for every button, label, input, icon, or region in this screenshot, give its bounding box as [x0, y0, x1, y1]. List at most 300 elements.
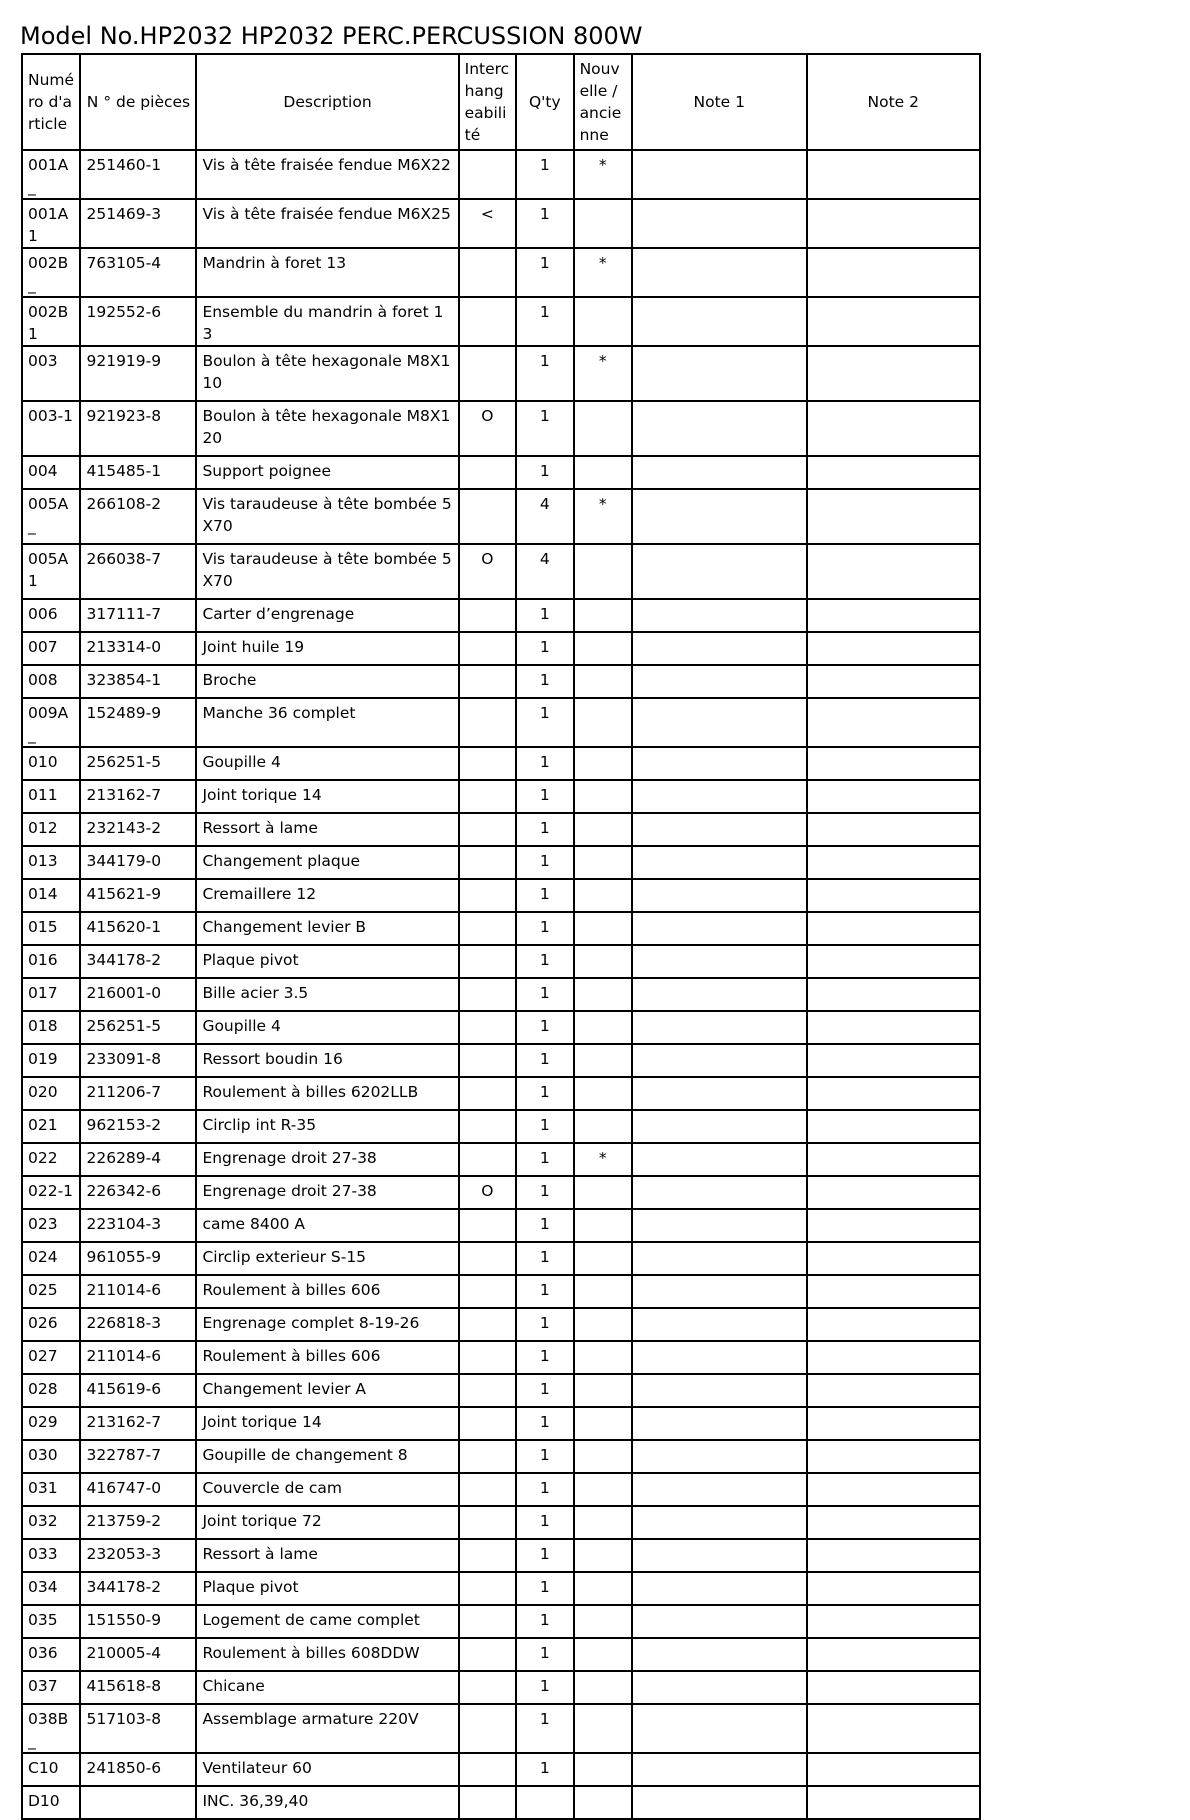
cell-part-no: 213759-2: [80, 1506, 196, 1539]
header-note1: Note 1: [632, 54, 806, 150]
cell-qty: 1: [516, 401, 573, 456]
cell-note2: [807, 1605, 981, 1638]
cell-article-no: 005A1: [22, 544, 80, 599]
cell-note1: [632, 346, 806, 401]
cell-note2: [807, 698, 981, 747]
cell-part-no: 256251-5: [80, 1011, 196, 1044]
cell-note2: [807, 489, 981, 544]
cell-new-old: [574, 1275, 632, 1308]
cell-description: Ventilateur 60: [196, 1753, 458, 1786]
cell-note1: [632, 456, 806, 489]
cell-description: Circlip int R-35: [196, 1110, 458, 1143]
table-row: [22, 1110, 980, 1143]
cell-new-old: [574, 401, 632, 456]
cell-note1: [632, 1473, 806, 1506]
parts-table: [21, 53, 981, 1820]
cell-note1: [632, 1671, 806, 1704]
cell-article-no: 027: [22, 1341, 80, 1374]
cell-qty: 1: [516, 1176, 573, 1209]
cell-qty: 1: [516, 1143, 573, 1176]
cell-qty: 1: [516, 1407, 573, 1440]
cell-interchangeability: O: [459, 401, 516, 456]
table-row: [22, 879, 980, 912]
cell-note2: [807, 1011, 981, 1044]
cell-part-no: 233091-8: [80, 1044, 196, 1077]
cell-note2: [807, 401, 981, 456]
cell-qty: 1: [516, 698, 573, 747]
cell-interchangeability: [459, 1605, 516, 1638]
cell-note2: [807, 1671, 981, 1704]
cell-note1: [632, 945, 806, 978]
cell-part-no: 344179-0: [80, 846, 196, 879]
cell-part-no: 415621-9: [80, 879, 196, 912]
cell-article-no: 003: [22, 346, 80, 401]
cell-part-no: 415618-8: [80, 1671, 196, 1704]
cell-new-old: [574, 846, 632, 879]
cell-article-no: 010: [22, 747, 80, 780]
cell-description: Vis taraudeuse à tête bombée 5X70: [196, 489, 458, 544]
cell-article-no: 006: [22, 599, 80, 632]
cell-qty: 1: [516, 632, 573, 665]
cell-note1: [632, 401, 806, 456]
table-row: [22, 599, 980, 632]
cell-article-no: 029: [22, 1407, 80, 1440]
cell-new-old: [574, 813, 632, 846]
cell-note1: [632, 846, 806, 879]
cell-note2: [807, 1704, 981, 1753]
cell-note2: [807, 945, 981, 978]
cell-article-no: 018: [22, 1011, 80, 1044]
cell-part-no: 226818-3: [80, 1308, 196, 1341]
table-row: [22, 1209, 980, 1242]
cell-qty: 1: [516, 1011, 573, 1044]
cell-description: Chicane: [196, 1671, 458, 1704]
cell-interchangeability: [459, 945, 516, 978]
table-row: [22, 1753, 980, 1786]
cell-description: Roulement à billes 606: [196, 1275, 458, 1308]
cell-note1: [632, 1176, 806, 1209]
cell-part-no: 210005-4: [80, 1638, 196, 1671]
cell-note2: [807, 150, 981, 199]
cell-description: Ensemble du mandrin à foret 13: [196, 297, 458, 346]
table-row: [22, 1572, 980, 1605]
header-description: Description: [196, 54, 458, 150]
table-row: [22, 780, 980, 813]
cell-new-old: [574, 780, 632, 813]
cell-new-old: [574, 1209, 632, 1242]
cell-note1: [632, 1308, 806, 1341]
cell-part-no: 763105-4: [80, 248, 196, 297]
cell-part-no: 216001-0: [80, 978, 196, 1011]
cell-new-old: [574, 945, 632, 978]
cell-article-no: 031: [22, 1473, 80, 1506]
cell-note1: [632, 912, 806, 945]
cell-qty: 1: [516, 978, 573, 1011]
table-row: [22, 150, 980, 199]
cell-article-no: 034: [22, 1572, 80, 1605]
cell-interchangeability: O: [459, 544, 516, 599]
cell-new-old: [574, 297, 632, 346]
cell-qty: 1: [516, 1308, 573, 1341]
cell-note1: [632, 1753, 806, 1786]
cell-article-no: 023: [22, 1209, 80, 1242]
cell-interchangeability: [459, 879, 516, 912]
table-row: [22, 945, 980, 978]
cell-article-no: C10: [22, 1753, 80, 1786]
cell-article-no: 004: [22, 456, 80, 489]
cell-article-no: 032: [22, 1506, 80, 1539]
cell-new-old: [574, 632, 632, 665]
cell-interchangeability: [459, 698, 516, 747]
cell-note1: [632, 599, 806, 632]
cell-part-no: 415619-6: [80, 1374, 196, 1407]
cell-qty: [516, 1786, 573, 1819]
cell-interchangeability: [459, 1704, 516, 1753]
cell-new-old: [574, 1671, 632, 1704]
cell-note1: [632, 1374, 806, 1407]
cell-article-no: 030: [22, 1440, 80, 1473]
cell-article-no: 019: [22, 1044, 80, 1077]
cell-new-old: [574, 1242, 632, 1275]
cell-interchangeability: [459, 599, 516, 632]
cell-new-old: [574, 1704, 632, 1753]
cell-note1: [632, 1506, 806, 1539]
cell-article-no: 037: [22, 1671, 80, 1704]
cell-new-old: *: [574, 489, 632, 544]
cell-new-old: [574, 1110, 632, 1143]
cell-part-no: 317111-7: [80, 599, 196, 632]
cell-qty: 4: [516, 489, 573, 544]
cell-new-old: [574, 456, 632, 489]
cell-interchangeability: [459, 346, 516, 401]
cell-interchangeability: [459, 1407, 516, 1440]
table-row: [22, 1506, 980, 1539]
table-row: [22, 1638, 980, 1671]
cell-part-no: 266108-2: [80, 489, 196, 544]
cell-new-old: [574, 1605, 632, 1638]
cell-description: Ressort à lame: [196, 813, 458, 846]
cell-note2: [807, 780, 981, 813]
cell-description: Vis à tête fraisée fendue M6X25: [196, 199, 458, 248]
cell-note2: [807, 1143, 981, 1176]
cell-part-no: 232053-3: [80, 1539, 196, 1572]
cell-interchangeability: [459, 1638, 516, 1671]
table-row: [22, 199, 980, 248]
cell-part-no: [80, 1786, 196, 1819]
cell-qty: 1: [516, 1506, 573, 1539]
header-article-no: Numéro d'article: [22, 54, 80, 150]
table-row: [22, 747, 980, 780]
cell-new-old: [574, 1638, 632, 1671]
cell-description: Goupille de changement 8: [196, 1440, 458, 1473]
cell-part-no: 256251-5: [80, 747, 196, 780]
cell-interchangeability: [459, 1077, 516, 1110]
cell-qty: 4: [516, 544, 573, 599]
cell-note2: [807, 1440, 981, 1473]
cell-qty: 1: [516, 1341, 573, 1374]
cell-interchangeability: <: [459, 199, 516, 248]
cell-part-no: 323854-1: [80, 665, 196, 698]
cell-qty: 1: [516, 1704, 573, 1753]
cell-part-no: 192552-6: [80, 297, 196, 346]
cell-interchangeability: [459, 1341, 516, 1374]
cell-note2: [807, 978, 981, 1011]
cell-description: Vis taraudeuse à tête bombée 5X70: [196, 544, 458, 599]
cell-interchangeability: [459, 1143, 516, 1176]
cell-interchangeability: [459, 1011, 516, 1044]
cell-description: Plaque pivot: [196, 945, 458, 978]
cell-description: Changement plaque: [196, 846, 458, 879]
cell-new-old: [574, 665, 632, 698]
cell-description: Roulement à billes 6202LLB: [196, 1077, 458, 1110]
cell-note2: [807, 912, 981, 945]
table-row: [22, 978, 980, 1011]
table-row: [22, 1539, 980, 1572]
cell-note1: [632, 1341, 806, 1374]
cell-qty: 1: [516, 1044, 573, 1077]
cell-part-no: 241850-6: [80, 1753, 196, 1786]
cell-note2: [807, 632, 981, 665]
cell-interchangeability: [459, 248, 516, 297]
cell-note2: [807, 297, 981, 346]
cell-interchangeability: [459, 1209, 516, 1242]
header-qty: Q'ty: [516, 54, 573, 150]
header-new-old: Nouvelle / ancienne: [574, 54, 632, 150]
cell-article-no: 014: [22, 879, 80, 912]
cell-note1: [632, 780, 806, 813]
table-row: [22, 1044, 980, 1077]
cell-interchangeability: [459, 489, 516, 544]
cell-new-old: [574, 199, 632, 248]
cell-qty: 1: [516, 599, 573, 632]
cell-interchangeability: [459, 665, 516, 698]
cell-note1: [632, 1110, 806, 1143]
cell-description: Roulement à billes 608DDW: [196, 1638, 458, 1671]
cell-note2: [807, 1275, 981, 1308]
cell-article-no: D10: [22, 1786, 80, 1819]
cell-note2: [807, 879, 981, 912]
cell-new-old: [574, 1539, 632, 1572]
cell-article-no: 001A_: [22, 150, 80, 199]
cell-new-old: [574, 1786, 632, 1819]
cell-part-no: 211014-6: [80, 1275, 196, 1308]
cell-qty: 1: [516, 1605, 573, 1638]
cell-description: INC. 36,39,40: [196, 1786, 458, 1819]
cell-note2: [807, 846, 981, 879]
cell-part-no: 213162-7: [80, 1407, 196, 1440]
header-interchangeability: Interchangeabilité: [459, 54, 516, 150]
cell-interchangeability: [459, 978, 516, 1011]
table-row: [22, 846, 980, 879]
cell-description: Joint torique 14: [196, 1407, 458, 1440]
cell-note1: [632, 1572, 806, 1605]
cell-part-no: 322787-7: [80, 1440, 196, 1473]
cell-note2: [807, 813, 981, 846]
cell-note1: [632, 1440, 806, 1473]
cell-article-no: 011: [22, 780, 80, 813]
cell-part-no: 962153-2: [80, 1110, 196, 1143]
table-row: [22, 1374, 980, 1407]
cell-new-old: [574, 1011, 632, 1044]
cell-description: Mandrin à foret 13: [196, 248, 458, 297]
cell-part-no: 517103-8: [80, 1704, 196, 1753]
cell-note2: [807, 1044, 981, 1077]
cell-description: Roulement à billes 606: [196, 1341, 458, 1374]
cell-note2: [807, 1077, 981, 1110]
table-row: [22, 1143, 980, 1176]
cell-qty: 1: [516, 945, 573, 978]
cell-new-old: [574, 1572, 632, 1605]
cell-description: Cremaillere 12: [196, 879, 458, 912]
cell-note2: [807, 1209, 981, 1242]
cell-new-old: *: [574, 1143, 632, 1176]
cell-part-no: 211014-6: [80, 1341, 196, 1374]
cell-qty: 1: [516, 248, 573, 297]
cell-part-no: 921923-8: [80, 401, 196, 456]
table-row: [22, 1704, 980, 1753]
cell-article-no: 017: [22, 978, 80, 1011]
cell-note2: [807, 599, 981, 632]
table-row: [22, 1308, 980, 1341]
cell-new-old: [574, 1176, 632, 1209]
table-row: [22, 456, 980, 489]
cell-description: Bille acier 3.5: [196, 978, 458, 1011]
cell-qty: 1: [516, 846, 573, 879]
cell-description: Boulon à tête hexagonale M8X110: [196, 346, 458, 401]
cell-part-no: 226289-4: [80, 1143, 196, 1176]
cell-part-no: 266038-7: [80, 544, 196, 599]
cell-part-no: 251469-3: [80, 199, 196, 248]
cell-article-no: 025: [22, 1275, 80, 1308]
header-note2: Note 2: [807, 54, 981, 150]
cell-note2: [807, 1638, 981, 1671]
cell-article-no: 028: [22, 1374, 80, 1407]
cell-description: Changement levier B: [196, 912, 458, 945]
cell-note2: [807, 1753, 981, 1786]
table-body: [22, 150, 980, 1819]
cell-note1: [632, 1242, 806, 1275]
table-row: [22, 1605, 980, 1638]
cell-interchangeability: [459, 1786, 516, 1819]
cell-interchangeability: [459, 1308, 516, 1341]
cell-note1: [632, 978, 806, 1011]
table-row: [22, 1176, 980, 1209]
header-part-no: N ° de pièces: [80, 54, 196, 150]
table-row: [22, 813, 980, 846]
cell-part-no: 151550-9: [80, 1605, 196, 1638]
cell-new-old: *: [574, 150, 632, 199]
cell-new-old: [574, 1407, 632, 1440]
cell-qty: 1: [516, 346, 573, 401]
cell-qty: 1: [516, 879, 573, 912]
cell-new-old: [574, 1077, 632, 1110]
cell-description: Boulon à tête hexagonale M8X120: [196, 401, 458, 456]
cell-article-no: 007: [22, 632, 80, 665]
table-row: [22, 1440, 980, 1473]
cell-interchangeability: [459, 813, 516, 846]
table-header-row: [22, 54, 980, 150]
table-row: [22, 1407, 980, 1440]
cell-note2: [807, 1572, 981, 1605]
cell-new-old: *: [574, 248, 632, 297]
table-row: [22, 1275, 980, 1308]
cell-article-no: 002B1: [22, 297, 80, 346]
cell-note2: [807, 1407, 981, 1440]
cell-description: Plaque pivot: [196, 1572, 458, 1605]
cell-new-old: [574, 978, 632, 1011]
cell-article-no: 038B_: [22, 1704, 80, 1753]
cell-note1: [632, 544, 806, 599]
cell-description: came 8400 A: [196, 1209, 458, 1242]
cell-new-old: [574, 698, 632, 747]
cell-description: Goupille 4: [196, 747, 458, 780]
table-row: [22, 1341, 980, 1374]
cell-note1: [632, 489, 806, 544]
cell-note2: [807, 1374, 981, 1407]
cell-qty: 1: [516, 1374, 573, 1407]
cell-qty: 1: [516, 780, 573, 813]
cell-qty: 1: [516, 1275, 573, 1308]
cell-interchangeability: [459, 1374, 516, 1407]
cell-qty: 1: [516, 1753, 573, 1786]
cell-description: Engrenage droit 27-38: [196, 1176, 458, 1209]
cell-interchangeability: [459, 1440, 516, 1473]
cell-article-no: 008: [22, 665, 80, 698]
cell-part-no: 211206-7: [80, 1077, 196, 1110]
cell-part-no: 213162-7: [80, 780, 196, 813]
table-row: [22, 1077, 980, 1110]
cell-part-no: 213314-0: [80, 632, 196, 665]
cell-qty: 1: [516, 665, 573, 698]
table-row: [22, 1786, 980, 1819]
cell-note1: [632, 248, 806, 297]
cell-description: Joint torique 72: [196, 1506, 458, 1539]
cell-description: Joint torique 14: [196, 780, 458, 813]
cell-qty: 1: [516, 1110, 573, 1143]
cell-note2: [807, 544, 981, 599]
cell-part-no: 416747-0: [80, 1473, 196, 1506]
cell-new-old: [574, 1473, 632, 1506]
cell-interchangeability: [459, 1572, 516, 1605]
cell-note2: [807, 747, 981, 780]
table-row: [22, 912, 980, 945]
cell-article-no: 036: [22, 1638, 80, 1671]
table-row: [22, 1671, 980, 1704]
cell-qty: 1: [516, 297, 573, 346]
cell-note1: [632, 1077, 806, 1110]
page-title: Model No.HP2032 HP2032 PERC.PERCUSSION 800W: [20, 22, 643, 50]
cell-note1: [632, 297, 806, 346]
cell-part-no: 961055-9: [80, 1242, 196, 1275]
cell-note2: [807, 199, 981, 248]
cell-description: Engrenage droit 27-38: [196, 1143, 458, 1176]
cell-interchangeability: O: [459, 1176, 516, 1209]
cell-qty: 1: [516, 813, 573, 846]
cell-part-no: 344178-2: [80, 945, 196, 978]
cell-qty: 1: [516, 1473, 573, 1506]
cell-new-old: [574, 1506, 632, 1539]
table-row: [22, 346, 980, 401]
table-row: [22, 698, 980, 747]
cell-note1: [632, 698, 806, 747]
cell-note1: [632, 1209, 806, 1242]
cell-note1: [632, 1275, 806, 1308]
cell-part-no: 232143-2: [80, 813, 196, 846]
table-row: [22, 665, 980, 698]
cell-article-no: 026: [22, 1308, 80, 1341]
cell-description: Couvercle de cam: [196, 1473, 458, 1506]
cell-part-no: 415620-1: [80, 912, 196, 945]
